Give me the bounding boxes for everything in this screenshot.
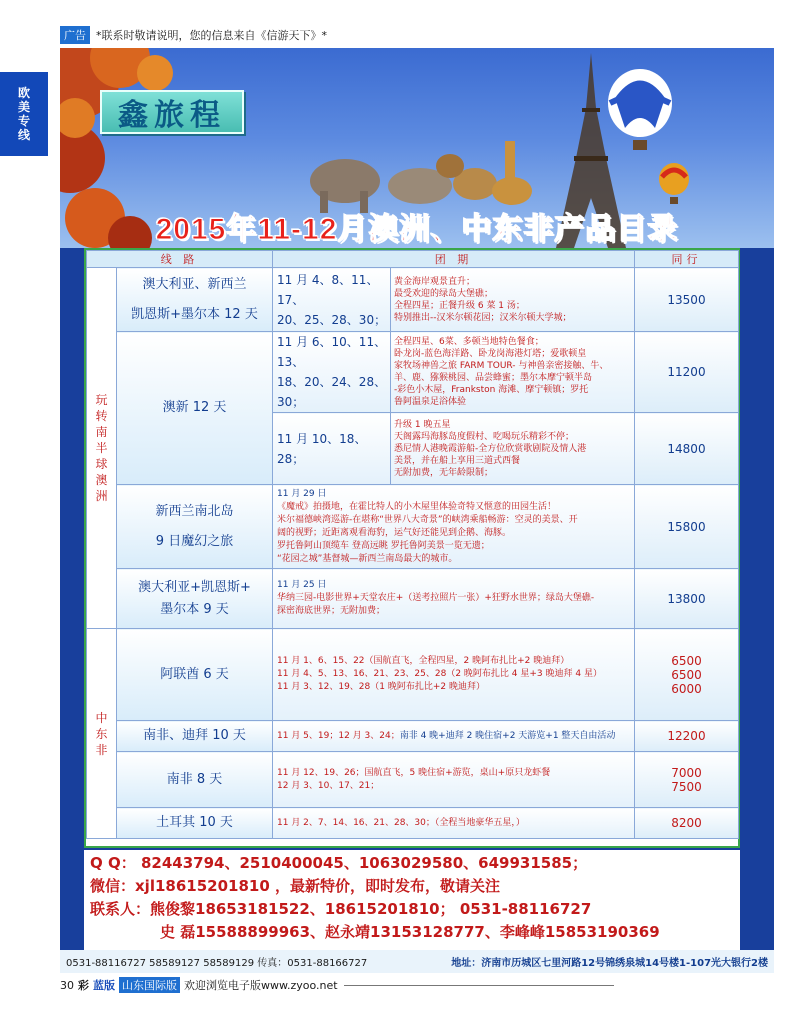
notice-text: *联系时敬请说明，您的信息来自《信游天下》*: [96, 29, 327, 42]
price: 6500: [671, 667, 702, 682]
route-description: 11 月 12、19、26；国航直飞，5 晚住宿+游览，桌山+原只龙虾餐 12 月 3、10、17、21；: [273, 752, 635, 808]
departure-dates: 11 月 4、8、11、17、 20、25、28、30；: [273, 268, 391, 332]
hot-air-balloon-small-icon: [657, 163, 691, 207]
route-name: 新西兰南北岛 9 日魔幻之旅: [117, 485, 273, 569]
route-description: 11 月 25 日 华纳三园-电影世界+天堂农庄+（送考拉照片一张）+狂野水世界；绿岛大堡礁- 探密海底世界；无附加费；: [273, 569, 635, 629]
address-bar: [60, 950, 774, 973]
price: 11200: [635, 332, 739, 413]
route-name: 澳大利亚、新西兰 凯恩斯+墨尔本 12 天: [117, 268, 273, 332]
price: 13500: [635, 268, 739, 332]
departure-dates: 11 月 10、18、28；: [273, 413, 391, 485]
header-price: 同行: [635, 251, 739, 268]
contact-people: 联系人：熊俊黎18653181522、18615201810； 0531-88116727: [90, 900, 592, 918]
publication-name: 山东国际版: [119, 977, 180, 993]
qq-numbers: Q Q： 82443794、2510400045、1063029580、649931585；: [90, 854, 588, 872]
table-row: [87, 569, 739, 629]
website-link[interactable]: 欢迎浏览电子版www.zyoo.net: [184, 979, 338, 992]
edition-label: 蓝版: [93, 979, 115, 992]
table-row: [87, 752, 739, 808]
route-name: 澳新 12 天: [117, 332, 273, 485]
phone-fax: 0531-88116727 58589127 58589129 传真：0531-88166727: [66, 958, 368, 969]
price-stack: [635, 629, 739, 721]
price: 7000: [671, 765, 702, 780]
route-description: 11 月 5、19；12 月 3、24；南非 4 晚+迪拜 2 晚住宿+2 天游览+1 整天自由活动: [273, 721, 635, 752]
price: 7500: [671, 779, 702, 794]
header-route: 线 路: [87, 251, 273, 268]
route-name: 南非 8 天: [117, 752, 273, 808]
price: 12200: [635, 721, 739, 752]
price-stack: [635, 752, 739, 808]
tab-char: 专: [17, 114, 30, 128]
address: 地址：济南市历城区七里河路12号锦绣泉城14号楼1-107光大银行2楼: [451, 958, 768, 969]
table-row: [87, 485, 739, 569]
price: 14800: [635, 413, 739, 485]
table-row: [87, 332, 739, 413]
route-description: 11 月 29 日 《魔戒》拍摄地，在霍比特人的小木屋里体验奇特又惬意的田园生活！ 米尔福德峡湾巡游-在堪称“世界八大奇景”的峡湾乘船畅游：空灵的美景、开 阔的视野；近距离观看海豹，运气好还能见到企鹅、海豚。 罗托鲁阿山顶缆车 登高远眺 罗托鲁阿美景一览无遗； “花园之城”基督城—新西兰南岛最大的城市。: [273, 485, 635, 569]
price: 13800: [635, 569, 739, 629]
route-notes: 全程四星、6菜、多顿当地特色餐食； 卧龙岗-蓝色海洋路、卧龙岗海港灯塔；爱歌顿皇 家牧场神兽之旅 FARM TOUR- 与神兽亲密接触、牛、 羊、鹿、猕猴桃园、品尝蜂蜜；墨尔本摩宁顿半岛 -彩色小木屋，Frankston 海滩、摩宁顿镇；罗托 鲁阿温泉足浴体验: [391, 332, 635, 413]
route-name: 土耳其 10 天: [117, 808, 273, 839]
footer-divider: [344, 985, 614, 986]
catalog-headline: 2015年11-12月澳洲、中东非产品目录: [155, 213, 679, 246]
price: 6000: [671, 681, 702, 696]
category-australia: 玩转南半球澳洲: [87, 268, 117, 629]
tab-char: 美: [17, 100, 30, 114]
page-number: 30: [60, 978, 74, 992]
section-tab-europe-america[interactable]: [0, 72, 48, 156]
tab-char: 线: [17, 128, 30, 142]
route-name: 南非、迪拜 10 天: [117, 721, 273, 752]
hot-air-balloon-icon: [605, 68, 675, 158]
color-label: 彩: [78, 979, 89, 992]
price: 6500: [671, 653, 702, 668]
wechat-id: 微信：xjl18615201810 ，最新特价，即时发布，敬请关注: [90, 877, 500, 895]
table-row: [87, 721, 739, 752]
route-name: 澳大利亚+凯恩斯+ 墨尔本 9 天: [117, 569, 273, 629]
advertisement: [60, 48, 774, 973]
route-notes: 黄金海岸观景直升； 最受欢迎的绿岛大堡礁； 全程四星；正餐升级 6 菜 1 汤； 特别推出--汉米尔顿花园；汉米尔顿大学城；: [391, 268, 635, 332]
page-footer: [60, 976, 614, 994]
hero-banner: [60, 48, 774, 248]
route-description: 11 月 2、7、14、16、21、28、30；（全程当地豪华五星，）: [273, 808, 635, 839]
table-row: [87, 268, 739, 332]
contact-block: [84, 850, 740, 950]
ad-tag: 广告: [60, 26, 90, 44]
price: 8200: [635, 808, 739, 839]
product-table: [84, 248, 740, 848]
route-notes: 升级 1 晚五星 天阁露玛海豚岛度假村、吃喝玩乐精彩不停； 悉尼情人港晚霞游船-全方位欣赏歌剧院及情人港 美景，并在船上享用三道式西餐 无附加费，无年龄限制；: [391, 413, 635, 485]
price: 15800: [635, 485, 739, 569]
tab-char: 欧: [17, 86, 30, 100]
top-notice-bar: [60, 24, 775, 46]
category-mideast-africa: 中东非: [87, 629, 117, 839]
table-row: [87, 629, 739, 721]
departure-dates: 11 月 6、10、11、13、 18、20、24、28、30；: [273, 332, 391, 413]
route-description: 11 月 1、6、15、22（国航直飞，全程四星，2 晚阿布扎比+2 晚迪拜） 11 月 4、5、13、16、21、23、25、28（2 晚阿布扎比 4 星+3 晚迪拜 4 星） 11 月 3、12、19、28（1 晚阿布扎比+2 晚迪拜）: [273, 629, 635, 721]
route-name: 阿联酋 6 天: [117, 629, 273, 721]
brand-logo: 鑫旅程: [100, 90, 244, 134]
contact-people-2: 史 磊15588899963、赵永靖13153128777、李峰峰15853190369: [160, 923, 660, 941]
table-header-row: [87, 251, 739, 268]
header-group-dates: 团 期: [273, 251, 635, 268]
table-row: [87, 808, 739, 839]
